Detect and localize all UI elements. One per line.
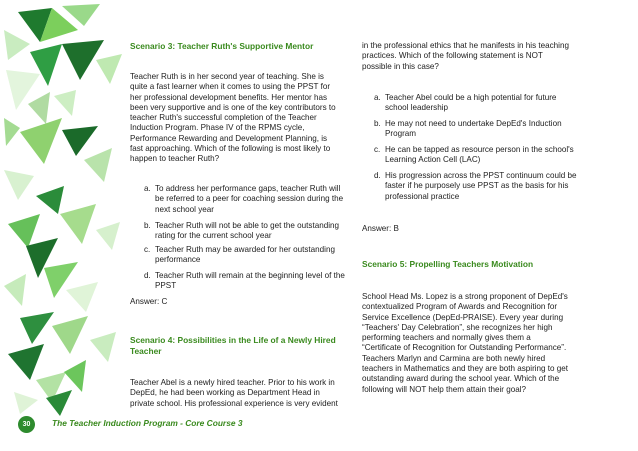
option-text: He may not need to undertake DepEd's Induction Program: [385, 119, 562, 139]
option-text: He can be tapped as resource person in the school's Learning Action Cell (LAC): [385, 145, 574, 165]
option-letter: c.: [144, 245, 151, 254]
scenario-4-answer: Answer: B: [362, 224, 399, 233]
option-letter: a.: [144, 184, 151, 193]
option-letter: b.: [374, 119, 381, 128]
scenario-3-title: Scenario 3: Teacher Ruth's Supportive Mentor: [130, 41, 314, 51]
scenario-4-option-d: [374, 171, 581, 202]
scenario-5-body: School Head Ms. Lopez is a strong proponent of DepEd's contextualized Program of Awards and Recognition for Service Excellence (DepEd-PRAISE). Every year during “Teachers' Day Celebration”, she recognizes her high performing teachers and normally gives them a “Certificate of Recognition for Outstanding Performance”. Teachers Marlyn and Carmina are both newly hired teachers in Mathematics and they are both aspiring to get outstanding award during the school year. Which of the following will NOT help them attain their goal?: [362, 292, 569, 394]
scenario-5-title: Scenario 5: Propelling Teachers Motivation: [362, 259, 534, 269]
option-letter: a.: [374, 93, 381, 102]
scenario-4-option-b: [374, 119, 581, 140]
option-text: Teacher Abel could be a high potential for future school leadership: [385, 93, 557, 113]
option-letter: b.: [144, 221, 151, 230]
decorative-triangle-border: [0, 0, 125, 451]
scenario-3-option-a: [144, 184, 349, 215]
option-text: Teacher Ruth will not be able to get the outstanding rating for the current school year: [155, 221, 340, 241]
option-text: Teacher Ruth will remain at the beginning level of the PPST: [155, 271, 345, 291]
option-text: Teacher Ruth may be awarded for her outstanding performance: [155, 245, 335, 265]
scenario-3-option-c: [144, 245, 349, 266]
option-letter: c.: [374, 145, 381, 154]
scenario-4-continuation: in the professional ethics that he manifests in his teaching practices. Which of the following statement is NOT possible in this case?: [362, 41, 569, 71]
scenario-4-title: Scenario 4: Possibilities in the Life of a Newly Hired Teacher: [130, 335, 336, 356]
page-number-badge: 30: [18, 416, 35, 433]
scenario-3-option-d: [144, 271, 349, 292]
scenario-4-body: Teacher Abel is a newly hired teacher. Prior to his work in DepEd, he had been working as Department Head in private school. His professional experience is very evident: [130, 378, 338, 408]
option-letter: d.: [144, 271, 151, 280]
scenario-3-answer: Answer: C: [130, 297, 168, 306]
scenario-3-option-b: [144, 221, 349, 242]
scenario-3-body: Teacher Ruth is in her second year of teaching. She is quite a fast learner when it comes to using the PPST for her professional development benefits. Her mentor has been very supportive and is one of the key contributors to teacher Ruth's successful completion of the Teacher Induction Program. Phase IV of the RPMS cycle, Performance Rewarding and Development Planning, is fast approaching. Which of the following is most likely to happen to teacher Ruth?: [130, 72, 336, 164]
option-text: His progression across the PPST continuum could be faster if he purposely use PPST as the basis for his professional practice: [385, 171, 577, 201]
option-letter: d.: [374, 171, 381, 180]
option-text: To address her performance gaps, teacher Ruth will be referred to a peer for coaching session during the next school year: [155, 184, 344, 214]
scenario-4-option-a: [374, 93, 581, 114]
footer-title: The Teacher Induction Program - Core Course 3: [52, 418, 243, 428]
scenario-4-option-c: [374, 145, 581, 166]
